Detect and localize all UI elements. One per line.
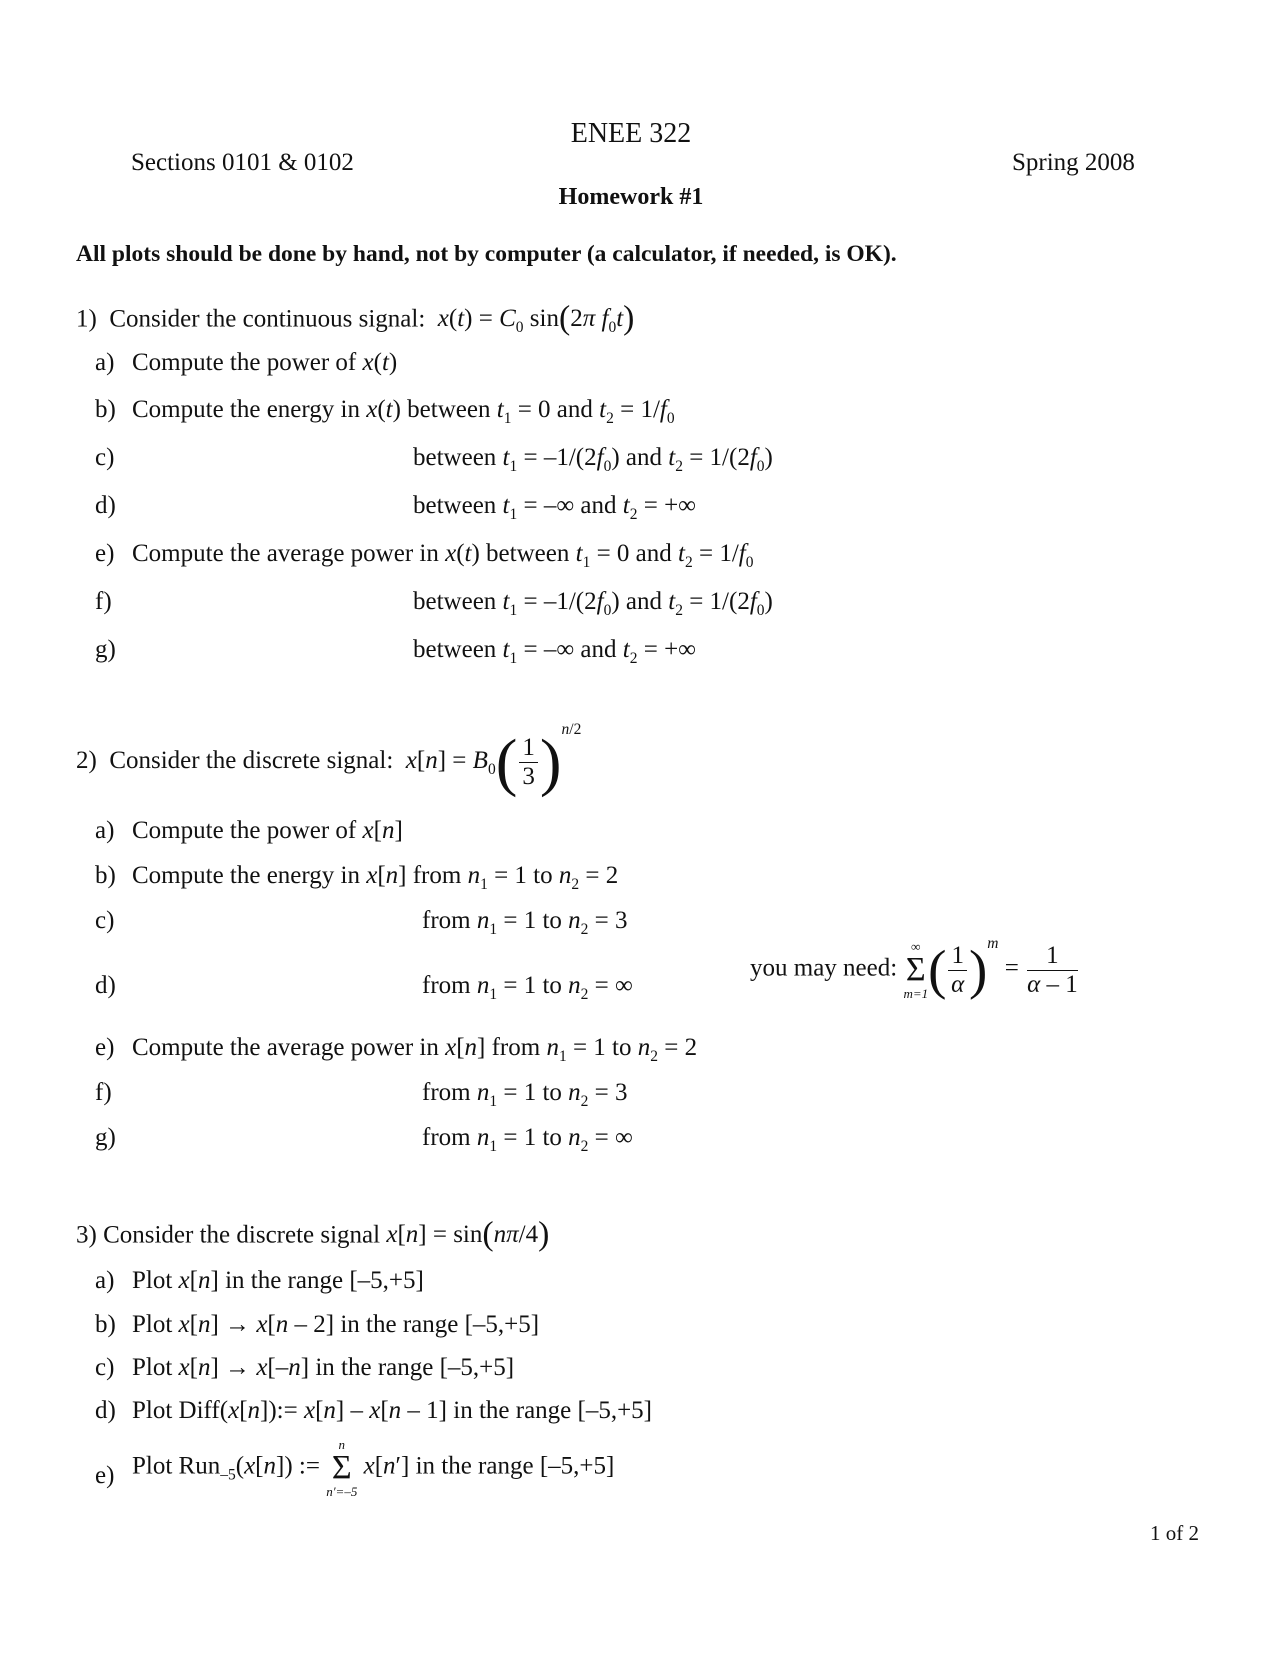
p3-c-text: Plot x[n] → x[–n] in the range [–5,+5] — [132, 1354, 515, 1381]
p2-g-text: from $n_1 = 1$ to $n_2$ = ∞ — [422, 1124, 633, 1155]
p3-e-text: Plot Run$_{-5}$(x[n]) := n Σ n′=–5 x[n′] in the range [–5,+5] — [132, 1437, 615, 1499]
p1-d-text: between $t_1$ = –∞ and $t_2$ = +∞ — [413, 492, 697, 523]
p1-b-text: Compute the energy in x(t) between $t_1 = 0$ and $t_2 = 1/f_0$ — [132, 396, 675, 427]
p1-e-label: e) — [95, 540, 115, 567]
p2-d-label: d) — [95, 972, 116, 999]
problem-number: 2) — [76, 747, 97, 775]
problem-intro: Consider the continuous signal: — [109, 305, 426, 333]
p3-e-label: e) — [95, 1462, 115, 1489]
p3-a-label: a) — [95, 1267, 115, 1294]
problem-number: 3) — [76, 1221, 97, 1249]
p2-d-text: from $n_1 = 1$ to $n_2$ = ∞ — [422, 972, 633, 1003]
p3-a-text: Plot x[n] in the range [–5,+5] — [132, 1267, 424, 1294]
p1-g-label: g) — [95, 636, 116, 663]
p2-b-text: Compute the energy in x[n] from $n_1 = 1$ to $n_2 = 2$ — [132, 862, 619, 893]
problem-number: 1) — [76, 305, 97, 333]
p1-f-text: between $t_1 = -1/(2f_0)$ and $t_2 = 1/(2f_0)$ — [413, 588, 773, 619]
p1-b-label: b) — [95, 396, 116, 423]
p1-c-text: between $t_1 = -1/(2f_0)$ and $t_2 = 1/(2f_0)$ — [413, 444, 773, 475]
p2-a-label: a) — [95, 817, 115, 844]
geometric-series-hint: you may need: ∞ Σ m=1 ( $\frac{1}{\alpha}$ )$^m$ = $\frac{1}{\alpha - 1}$ — [750, 934, 1078, 1001]
page-number: 1 of 2 — [1150, 1521, 1199, 1545]
course-title: ENEE 322 — [570, 118, 692, 149]
problem-1-statement — [76, 302, 634, 336]
signal-formula: $x(t) = C_0$ sin(2π $f_0t$) — [437, 300, 635, 337]
p3-c-label: c) — [95, 1354, 115, 1381]
p1-a-text: Compute the power of x(t) — [132, 349, 398, 376]
p2-b-label: b) — [95, 862, 116, 889]
term-label: Spring 2008 — [1012, 149, 1135, 176]
problem-2-statement — [76, 721, 582, 799]
problem-3-statement — [76, 1218, 549, 1252]
p2-c-text: from $n_1 = 1$ to $n_2 = 3$ — [422, 907, 628, 938]
sections-label: Sections 0101 & 0102 — [131, 149, 354, 176]
p2-f-text: from $n_1 = 1$ to $n_2 = 3$ — [422, 1079, 628, 1110]
p3-d-text: Plot Diff(x[n]):= x[n] – x[n – 1] in the range [–5,+5] — [132, 1397, 653, 1424]
problem-intro: Consider the discrete signal — [103, 1221, 381, 1249]
p2-a-text: Compute the power of x[n] — [132, 817, 403, 844]
p1-g-text: between $t_1$ = –∞ and $t_2$ = +∞ — [413, 636, 697, 667]
p2-f-label: f) — [95, 1079, 112, 1106]
problem-intro: Consider the discrete signal: — [109, 747, 394, 775]
p2-c-label: c) — [95, 907, 115, 934]
p2-e-label: e) — [95, 1034, 115, 1061]
p1-e-text: Compute the average power in x(t) between $t_1 = 0$ and $t_2 = 1/f_0$ — [132, 540, 754, 571]
signal-formula: $x[n] = B_0$( $\frac{1}{3}$ )$^{n/2}$ — [405, 721, 582, 799]
p2-e-text: Compute the average power in x[n] from $n_1 = 1$ to $n_2 = 2$ — [132, 1034, 698, 1065]
p3-d-label: d) — [95, 1397, 116, 1424]
assignment-title: Homework #1 — [558, 184, 704, 210]
p1-a-label: a) — [95, 349, 115, 376]
p2-g-label: g) — [95, 1124, 116, 1151]
p1-c-label: c) — [95, 444, 115, 471]
p3-b-text: Plot x[n] → x[n – 2] in the range [–5,+5] — [132, 1311, 540, 1338]
instructions: All plots should be done by hand, not by computer (a calculator, if needed, is OK). — [76, 241, 897, 267]
p1-d-label: d) — [95, 492, 116, 519]
p1-f-label: f) — [95, 588, 112, 615]
p3-b-label: b) — [95, 1311, 116, 1338]
signal-formula: x[n] = sin(nπ/4) — [386, 1216, 550, 1253]
